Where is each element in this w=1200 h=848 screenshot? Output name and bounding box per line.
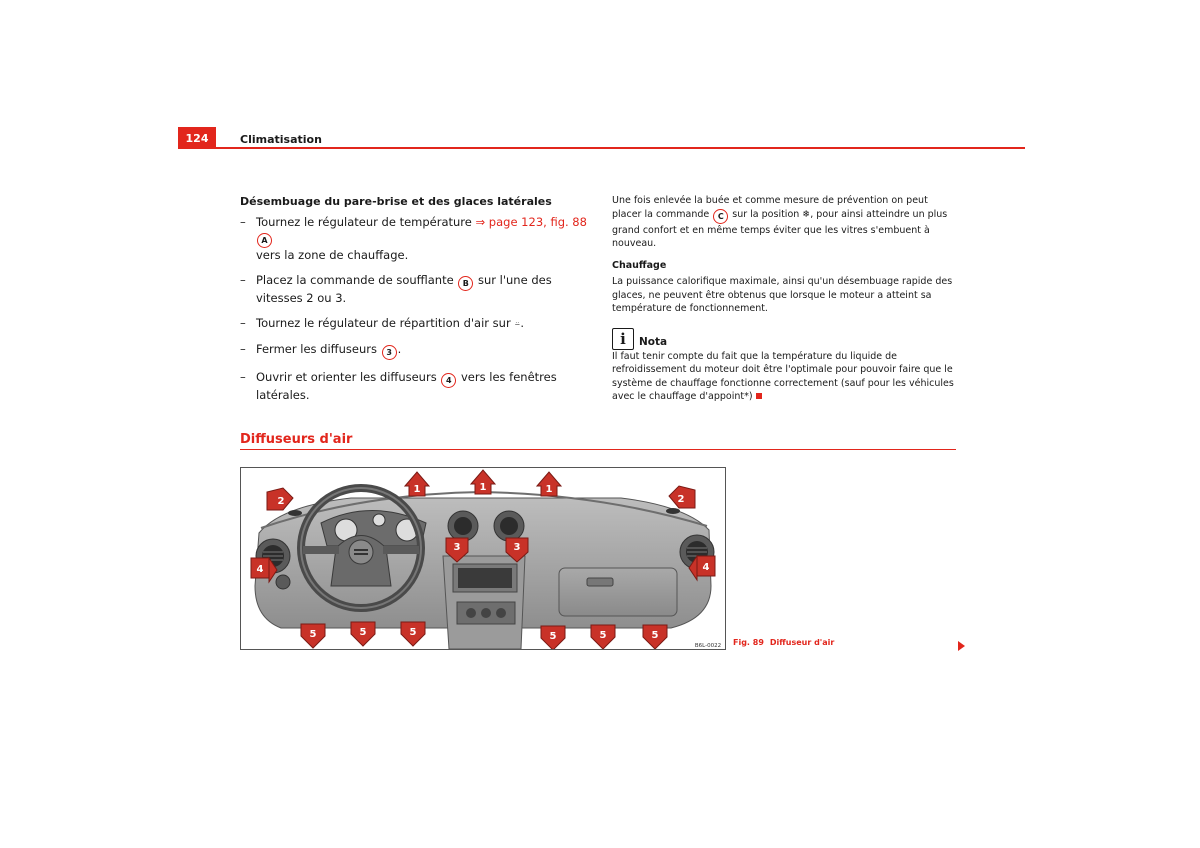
badge-c: C <box>713 209 728 224</box>
step-5: – Ouvrir et orienter les diffuseurs 4 vers les fenêtres latérales. <box>240 370 557 402</box>
section-rule <box>240 449 956 450</box>
info-icon: i <box>612 328 634 350</box>
svg-text:5: 5 <box>309 629 317 640</box>
nota-paragraph: Il faut tenir compte du fait que la température du liquide de refroidissement du moteur doit être l'optimale pour pouvoir faire que le système de chauffage fonctionne correctement (sauf pour les véhicules avec le chauffage d'appoint*) <box>612 350 954 402</box>
figure-number: Fig. 89 <box>733 638 764 647</box>
svg-text:5: 5 <box>359 627 367 638</box>
left-column <box>240 194 590 413</box>
step-1: – Tournez le régulateur de température ⇒ page 123, fig. 88 A vers la zone de chauffage. <box>240 215 587 262</box>
next-page-arrow-icon[interactable] <box>958 641 965 651</box>
step-2: – Placez la commande de soufflante B sur l'une des vitesses 2 ou 3. <box>240 273 552 305</box>
step-3: – Tournez le régulateur de répartition d'air sur ⍨. <box>240 316 524 330</box>
dashboard-illustration <box>241 468 725 649</box>
figure-caption <box>733 638 834 647</box>
dashboard-figure <box>240 467 726 650</box>
nota-header <box>612 328 956 350</box>
svg-text:1: 1 <box>545 484 553 495</box>
svg-text:3: 3 <box>453 542 461 553</box>
defog-heading: Désembuage du pare-brise et des glaces latérales <box>240 195 552 208</box>
figure-caption-text: Diffuseur d'air <box>769 638 835 647</box>
svg-text:1: 1 <box>479 482 487 493</box>
glovebox <box>559 568 677 616</box>
figure-code: B6L-0022 <box>694 643 722 649</box>
windshield-defrost-icon: ⍨ <box>514 319 521 330</box>
svg-text:5: 5 <box>651 630 659 641</box>
chauffage-paragraph: La puissance calorifique maximale, ainsi qu'un désembuage rapide des glaces, ne peuvent être obtenus que lorsque le moteur a atteint sa température de fonctionnement. <box>612 276 953 314</box>
page-number: 124 <box>178 127 216 147</box>
right-column <box>612 194 956 404</box>
badge-3: 3 <box>382 345 397 360</box>
svg-text:2: 2 <box>277 496 285 507</box>
svg-text:5: 5 <box>409 627 417 638</box>
svg-text:4: 4 <box>256 564 264 575</box>
page-reference-link[interactable]: ⇒ page 123, fig. 88 <box>475 215 587 229</box>
step-4: – Fermer les diffuseurs 3 . <box>240 342 590 360</box>
center-console <box>443 556 525 649</box>
end-of-section-marker <box>756 393 762 399</box>
svg-text:5: 5 <box>599 630 607 641</box>
badge-4: 4 <box>441 373 456 388</box>
svg-text:1: 1 <box>413 484 421 495</box>
header-rule <box>178 147 1025 149</box>
chapter-title: Climatisation <box>240 133 322 146</box>
footwell-defrost-icon: ❄ <box>802 208 811 220</box>
badge-a: A <box>257 233 272 248</box>
svg-text:3: 3 <box>513 542 521 553</box>
section-title: Diffuseurs d'air <box>240 432 353 447</box>
nota-title: Nota <box>639 335 668 348</box>
svg-text:5: 5 <box>549 631 557 642</box>
badge-b: B <box>458 276 473 291</box>
prevention-paragraph: Une fois enlevée la buée et comme mesure de prévention on peut placer la commande C sur la position ❄, pour ainsi atteindre un plus grand confort et en même temps éviter que les vitres s'embuent à nouveau. <box>612 195 948 249</box>
svg-text:4: 4 <box>702 562 710 573</box>
chauffage-heading: Chauffage <box>612 259 667 271</box>
svg-text:2: 2 <box>677 494 685 505</box>
